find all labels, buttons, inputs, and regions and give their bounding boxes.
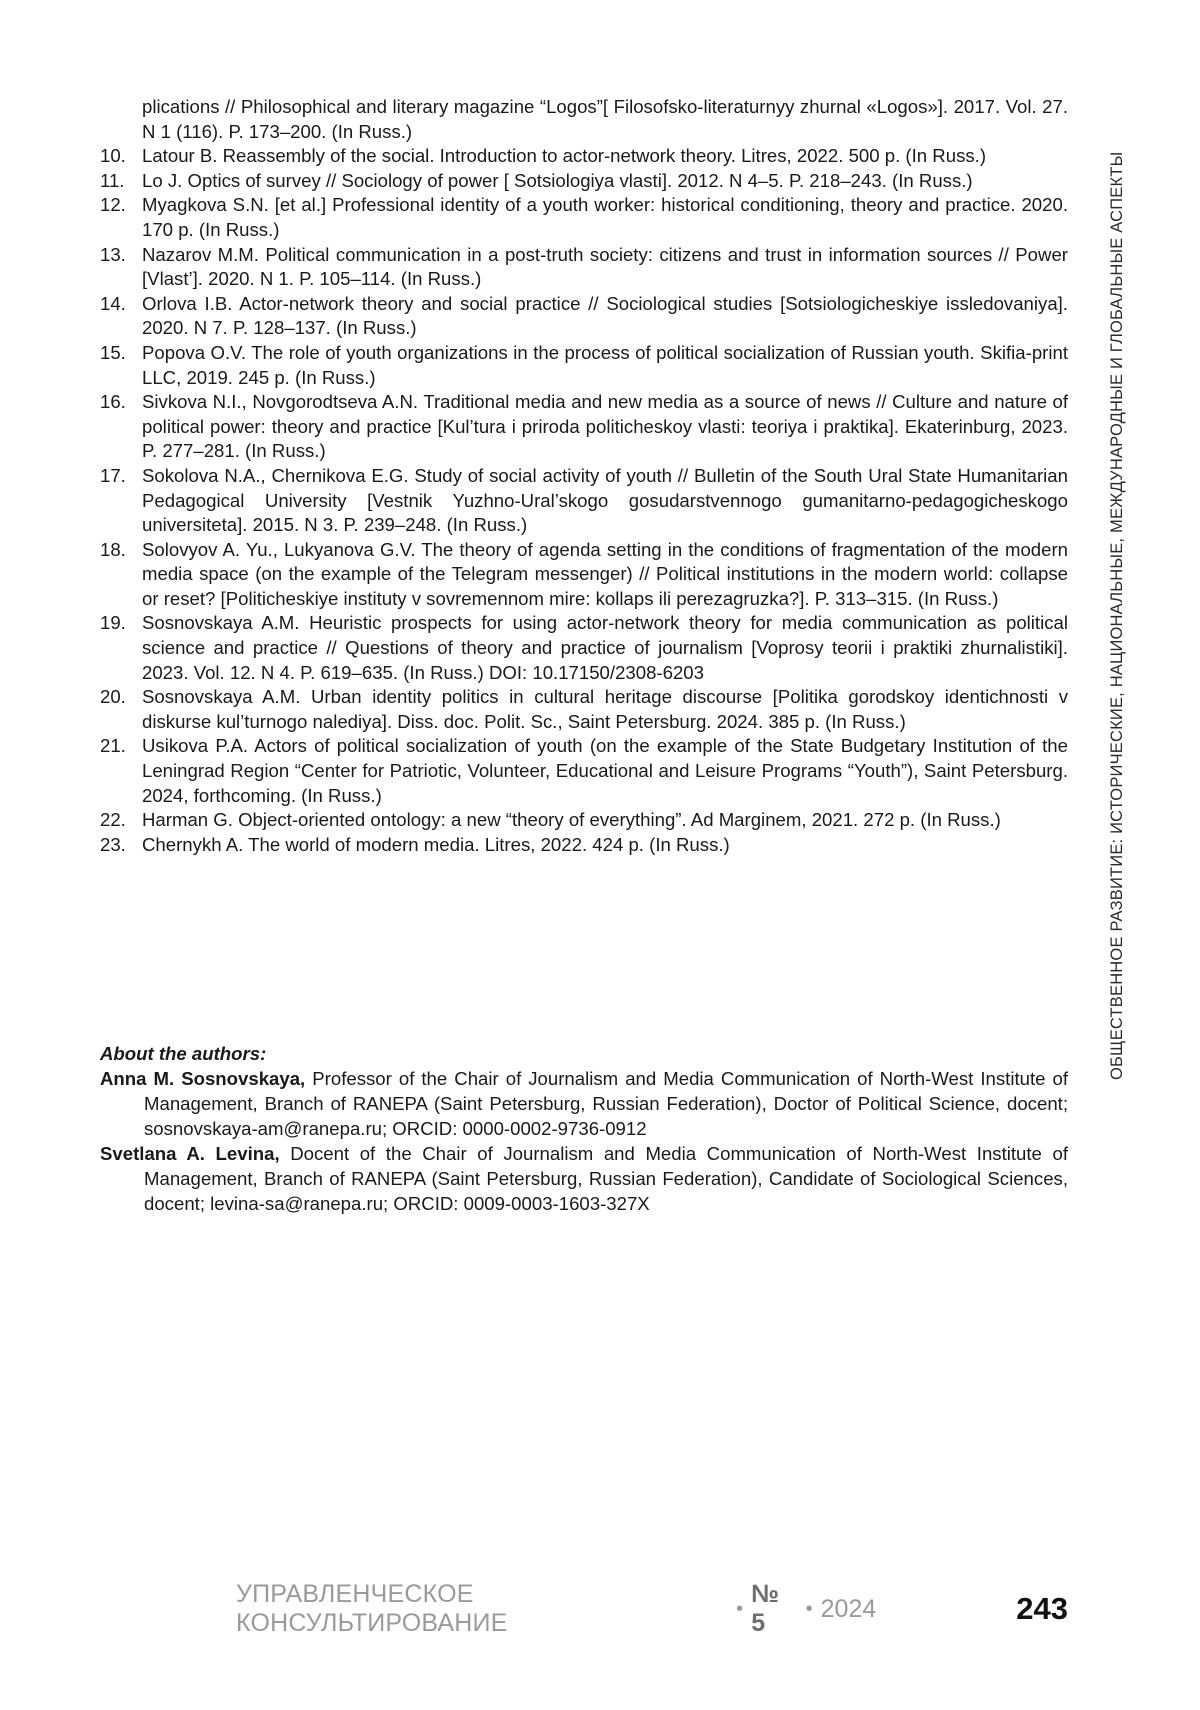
reference-number: 19. xyxy=(100,612,126,634)
author-details: Docent of the Chair of Journalism and Media Communication of North-West Institute of Management, Branch of RANEPA (Saint Petersburg, Russian Federation), Candidate of Sociological Sciences, docent; levina-sa@ranepa.ru; ORCID: 0009-0003-1603-327X xyxy=(144,1143,1068,1214)
reference-number: 23. xyxy=(100,833,126,855)
reference-item xyxy=(100,464,1068,538)
reference-number: 15. xyxy=(100,341,126,363)
reference-number: 14. xyxy=(100,292,126,314)
reference-item xyxy=(100,193,1068,242)
issue-number: № 5 xyxy=(751,1580,780,1637)
reference-text: Chernykh A. The world of modern media. Litres, 2022. 424 p. (In Russ.) xyxy=(142,833,730,855)
reference-text: Orlova I.B. Actor-network theory and social practice // Sociological studies [Sotsiologicheskiye issledovaniya]. 2020. N 7. P. 128–137. (In Russ.) xyxy=(142,292,1068,339)
reference-text: Usikova P.A. Actors of political socialization of youth (on the example of the State Budgetary Institution of the Leningrad Region “Center for Patriotic, Volunteer, Educational and Leisure Programs “Youth”), Saint Petersburg. 2024, forthcoming. (In Russ.) xyxy=(142,735,1068,806)
author-details: Professor of the Chair of Journalism and Media Communication of North-West Institute of Management, Branch of RANEPA (Saint Petersburg, Russian Federation), Doctor of Political Science, docent; sosnovskaya-am@ranepa.ru; ORCID: 0000-0002-9736-0912 xyxy=(144,1068,1069,1139)
reference-text: Nazarov M.M. Political communication in a post-truth society: citizens and trust in information sources // Power [Vlast’]. 2020. N 1. P. 105–114. (In Russ.) xyxy=(142,243,1068,290)
reference-item xyxy=(100,144,1068,169)
author-name: Svetlana A. Levina, xyxy=(100,1143,280,1164)
issue-year: 2024 xyxy=(820,1594,877,1623)
reference-item xyxy=(100,243,1068,292)
reference-list xyxy=(100,95,1068,857)
reference-number: 16. xyxy=(100,391,126,413)
reference-text: Solovyov A. Yu., Lukyanova G.V. The theory of agenda setting in the conditions of fragmentation of the modern media space (on the example of the Telegram messenger) // Political institutions in the modern world: collapse or reset? [Politicheskiye instituty v sovremennom mire: kollaps ili perezagruzka?]. P. 313–315. (In Russ.) xyxy=(142,538,1068,609)
reference-number: 22. xyxy=(100,809,126,831)
reference-text: Popova O.V. The role of youth organizations in the process of political socialization of Russian youth. Skifia-print LLC, 2019. 245 p. (In Russ.) xyxy=(142,341,1068,388)
reference-item xyxy=(100,808,1068,833)
side-rubric: ОБЩЕСТВЕННОЕ РАЗВИТИЕ: ИСТОРИЧЕСКИЕ, НАЦИОНАЛЬНЫЕ, МЕЖДУНАРОДНЫЕ И ГЛОБАЛЬНЫЕ АСПЕКТЫ xyxy=(1108,151,1126,1080)
reference-text: Harman G. Object-oriented ontology: a new “theory of everything”. Ad Marginem, 2021. 272 p. (In Russ.) xyxy=(142,809,1001,831)
reference-number: 20. xyxy=(100,686,126,708)
footer-separator: • xyxy=(736,1597,744,1620)
reference-item xyxy=(100,95,1068,144)
reference-text: Myagkova S.N. [et al.] Professional identity of a youth worker: historical conditioning, theory and practice. 2020. 170 p. (In Russ.) xyxy=(142,194,1068,240)
reference-item xyxy=(100,833,1068,858)
author-name: Anna M. Sosnovskaya, xyxy=(100,1068,306,1089)
reference-text: Sokolova N.A., Chernikova E.G. Study of social activity of youth // Bulletin of the South Ural State Humanitarian Pedagogical University [Vestnik Yuzhno-Ural’skogo gosudarstvennogo gumanitarno-pedagogicheskogo universiteta]. 2015. N 3. P. 239–248. (In Russ.) xyxy=(142,464,1068,536)
footer-separator: • xyxy=(805,1597,813,1620)
reference-text: Lo J. Optics of survey // Sociology of power [ Sotsiologiya vlasti]. 2012. N 4–5. P. 218–243. (In Russ.) xyxy=(142,169,973,191)
reference-number: 17. xyxy=(100,464,126,486)
reference-item xyxy=(100,169,1068,194)
reference-item xyxy=(100,390,1068,464)
author-entry xyxy=(100,1066,1068,1141)
reference-item xyxy=(100,538,1068,612)
page-number: 243 xyxy=(1016,1591,1068,1626)
reference-text: plications // Philosophical and literary magazine “Logos”[ Filosofsko-literaturnyy zhurnal «Logos»]. 2017. Vol. 27. N 1 (116). P. 173–200. (In Russ.) xyxy=(142,96,1068,142)
reference-text: Sosnovskaya A.M. Urban identity politics in cultural heritage discourse [Politika gorodskoy identichnosti v diskurse kul’turnogo nalediya]. Diss. doc. Polit. Sc., Saint Petersburg. 2024. 385 p. (In Russ.) xyxy=(142,686,1068,732)
reference-item xyxy=(100,611,1068,685)
page-footer xyxy=(236,1580,1068,1637)
author-entry xyxy=(100,1141,1068,1216)
reference-number: 13. xyxy=(100,243,126,265)
reference-item xyxy=(100,685,1068,734)
reference-item xyxy=(100,341,1068,390)
reference-number: 11. xyxy=(100,169,125,191)
authors-heading: About the authors: xyxy=(100,1043,267,1064)
journal-title: УПРАВЛЕНЧЕСКОЕ КОНСУЛЬТИРОВАНИЕ xyxy=(236,1580,508,1637)
reference-text: Sosnovskaya A.M. Heuristic prospects for using actor-network theory for media communication as political science and practice // Questions of theory and practice of journalism [Voprosy teorii i praktiki zhurnalistiki]. 2023. Vol. 12. N 4. P. 619–635. (In Russ.) DOI: 10.17150/2308-6203 xyxy=(142,612,1068,683)
about-authors xyxy=(100,1041,1068,1216)
reference-number: 12. xyxy=(100,194,126,216)
reference-number: 18. xyxy=(100,538,126,560)
reference-text: Sivkova N.I., Novgorodtseva A.N. Traditional media and new media as a source of news // Culture and nature of political power: theory and practice [Kul’tura i priroda politicheskoy vlasti: teoriya i praktika]. Ekaterinburg, 2023. P. 277–281. (In Russ.) xyxy=(142,391,1068,462)
reference-text: Latour B. Reassembly of the social. Introduction to actor-network theory. Litres, 2022. 500 p. (In Russ.) xyxy=(142,145,987,167)
reference-item xyxy=(100,292,1068,341)
reference-item xyxy=(100,734,1068,808)
reference-number: 21. xyxy=(100,735,126,757)
reference-number: 10. xyxy=(100,145,126,167)
